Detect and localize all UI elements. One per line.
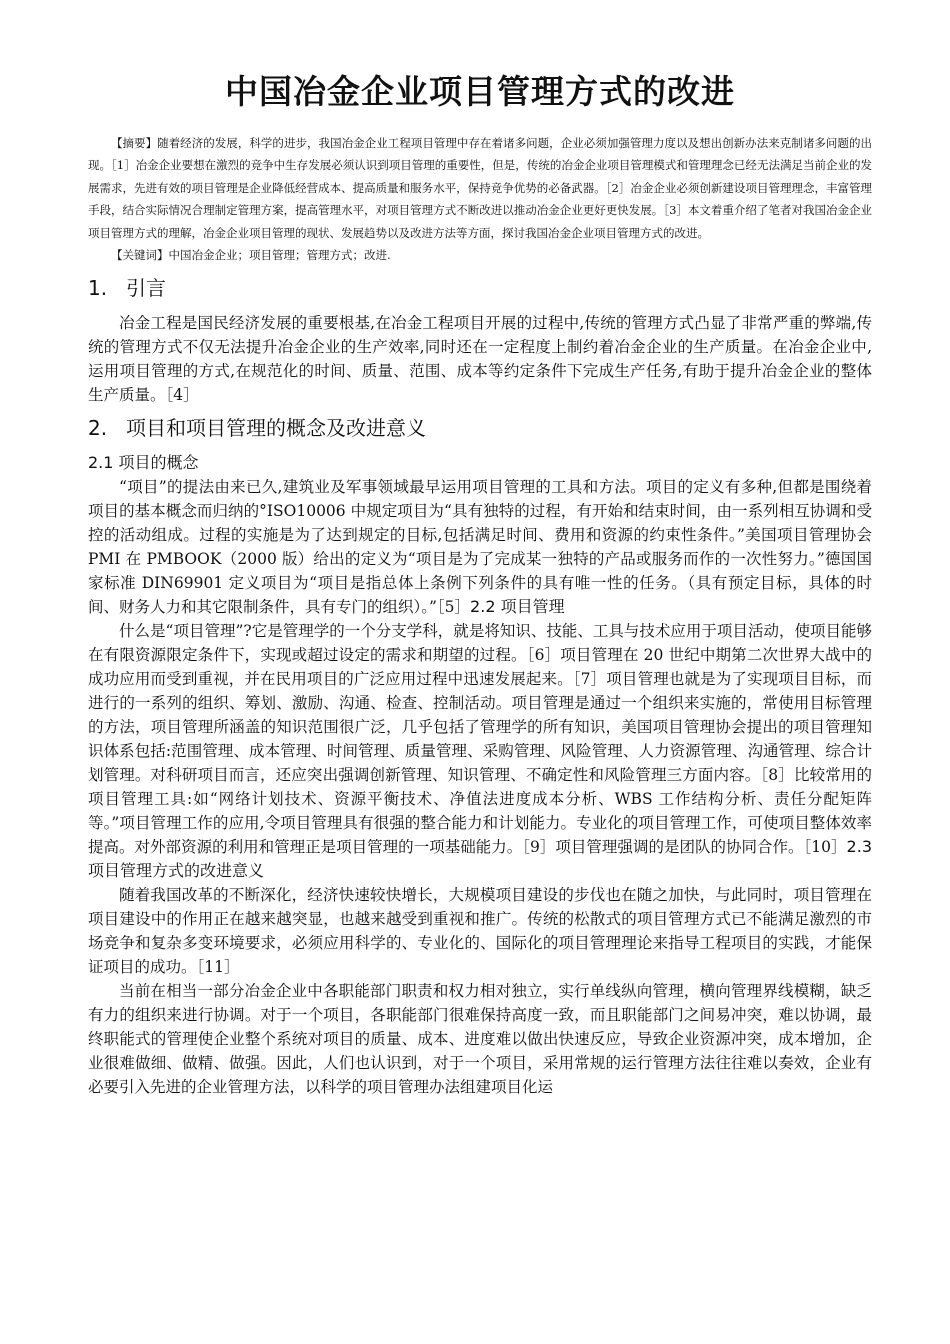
paper-title: 中国冶金企业项目管理方式的改进 <box>225 72 735 111</box>
subsection-2-2-heading: 2.2 项目管理 <box>470 596 565 616</box>
section-2-title: 项目和项目管理的概念及改进意义 <box>126 415 426 440</box>
subsection-2-1-paragraph <box>88 475 872 619</box>
section-1-number: 1. <box>88 275 108 300</box>
subsection-2-1-heading: 2.1 项目的概念 <box>88 452 199 472</box>
section-1-paragraph: 冶金工程是国民经济发展的重要根基,在冶金工程项目开展的过程中,传统的管理方式凸显了非常严重的弊端,传统的管理方式不仅无法提升冶金企业的生产效率,同时还在一定程度上制约着冶金企业的生产质量。在冶金企业中,运用项目管理的方式,在规范化的时间、质量、范围、成本等约定条件下完成生产任务,有助于提升冶金企业的整体生产质量。［4］ <box>88 313 872 404</box>
keywords: 【关键词】中国冶金企业；项目管理；管理方式；改进. <box>111 248 391 263</box>
abstract: 【摘要】随着经济的发展，科学的进步，我国冶金企业工程项目管理中存在着诸多问题，企业必须加强管理力度以及想出创新办法来克制诸多问题的出现。［1］冶金企业要想在激烈的竞争中生存发展必须认识到项目管理的重要性，但是，传统的冶金企业项目管理模式和管理理念已经无法满足当前企业的发展需求，先进有效的项目管理是企业降低经营成本、提高质量和服务水平，保持竞争优势的必备武器。［2］冶金企业必须创新建设项目管理理念，丰富管理手段，结合实际情况合理制定管理方案，提高管理水平，对项目管理方式不断改进以推动冶金企业更好更快发展。［3］本文着重介绍了笔者对我国冶金企业项目管理方式的理解，冶金企业项目管理的现状、发展趋势以及改进方法等方面，探讨我国冶金企业项目管理方式的改进。 <box>88 135 872 240</box>
section-2-number: 2. <box>88 415 108 440</box>
subsection-2-1-text: “项目”的提法由来已久,建筑业及军事领域最早运用项目管理的工具和方法。项目的定义有多种,但都是围绕着项目的基本概念而归纳的°ISO10006 中规定项目为“具有独特的过程，有开始和结束时间，由一系列相互协调和受控的活动组成。过程的实施是为了达到规定的目标,包括满足时间、费用和资源的约束性条件。”美国项目管理协会 PMI 在 PMBOOK（2000 版）给出的定义为“项目是为了完成某一独特的产品或服务而作的一次性努力。”德国国家标准 DIN69901 定义项目为“项目是指总体上条例下列条件的具有唯一性的任务。（具有预定目标，具体的时间、财务人力和其它限制条件，具有专门的组织）。”［5］ <box>88 477 872 616</box>
section-1-title: 引言 <box>126 275 166 300</box>
subsection-2-3-heading: 2.3 项目管理方式的改进意义 <box>88 836 872 880</box>
section-1-heading <box>88 273 872 303</box>
subsection-2-3-paragraph-1: 随着我国改革的不断深化，经济快速较快增长，大规模项目建设的步伐也在随之加快，与此同时，项目管理在项目建设中的作用正在越来越突显，也越来越受到重视和推广。传统的松散式的项目管理方式已不能满足激烈的市场竞争和复杂多变环境要求，必须应用科学的、专业化的、国际化的项目管理理论来指导工程项目的实践，才能保证项目的成功。［11］ <box>88 885 872 976</box>
subsection-2-2-paragraph <box>88 619 872 883</box>
subsection-2-2-text: 什么是“项目管理”?它是管理学的一个分支学科，就是将知识、技能、工具与技术应用于项目活动，使项目能够在有限资源限定条件下，实现或超过设定的需求和期望的过程。［6］项目管理在 20 世纪中期第二次世界大战中的成功应用而受到重视，并在民用项目的广泛应用过程中迅速发展起来。［7］项目管理也就是为了实现项目目标，而进行的一系列的组织、筹划、激励、沟通、检查、控制活动。项目管理是通过一个组织来实施的，常使用目标管理的方法，项目管理所涵盖的知识范围很广泛，几乎包括了管理学的所有知识，美国项目管理协会提出的项目管理知识体系包括:范围管理、成本管理、时间管理、质量管理、采购管理、风险管理、人力资源管理、沟通管理、综合计划管理。对科研项目而言，还应突出强调创新管理、知识管理、不确定性和风险管理三方面内容。［8］比较常用的项目管理工具:如“网络计划技术、资源平衡技术、净值法进度成本分析、WBS 工作结构分析、责任分配矩阵等。”项目管理工作的应用,令项目管理具有很强的整合能力和计划能力。专业化的项目管理工作，可使项目整体效率提高。对外部资源的利用和管理正是项目管理的一项基础能力。［9］项目管理强调的是团队的协同合作。［10］ <box>88 621 872 856</box>
subsection-2-3-paragraph-2: 当前在相当一部分冶金企业中各职能部门职责和权力相对独立，实行单线纵向管理，横向管理界线模糊，缺乏有力的组织来进行协调。对于一个项目，各职能部门很难保持高度一致，而且职能部门之间易冲突，难以协调，最终职能式的管理使企业整个系统对项目的质量、成本、进度难以做出快速反应，导致企业资源冲突，成本增加，企业很难做细、做精、做强。因此，人们也认识到，对于一个项目，采用常规的运行管理方法往往难以奏效，企业有必要引入先进的企业管理方法，以科学的项目管理办法组建项目化运 <box>88 981 872 1096</box>
section-2-heading <box>88 413 872 443</box>
